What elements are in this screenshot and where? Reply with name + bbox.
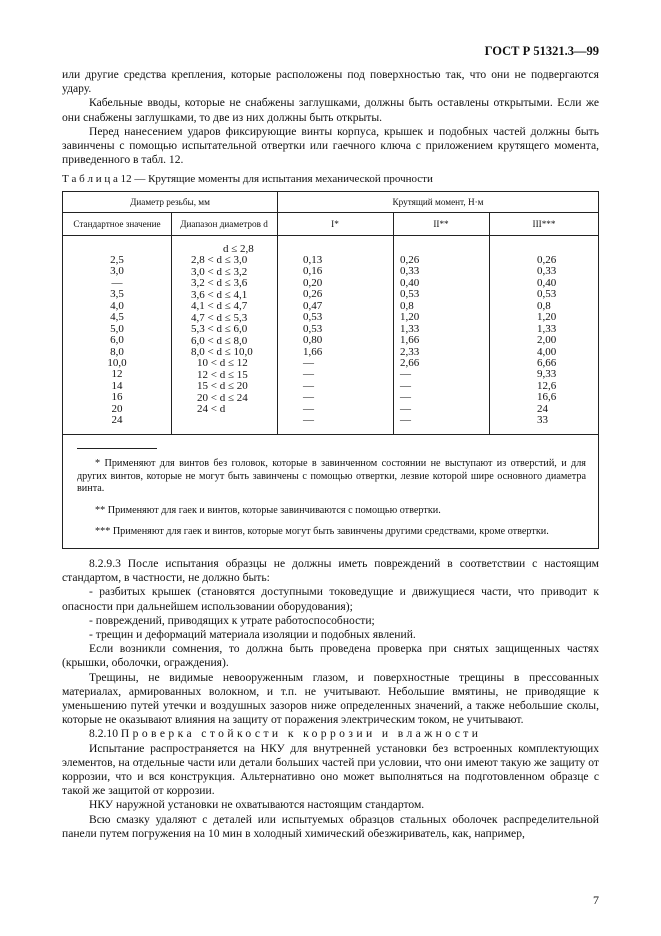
cell: — — [400, 391, 411, 404]
cell: 0,16 — [303, 265, 323, 278]
cell: 0,33 — [537, 265, 557, 278]
cell: 0,33 — [400, 265, 420, 278]
cell: 0,26 — [400, 254, 420, 266]
cell: — — [303, 356, 314, 369]
body-text — [62, 557, 599, 841]
intro-paragraph-2: Кабельные вводы, которые не снабжены заглушками, должны быть оставлены открытыми. Если же они снабжены заглушками, то две из них должны быть открыты. — [62, 96, 599, 124]
header-standard-value: Стандартное значение — [73, 219, 161, 229]
cell: 6,0 — [110, 334, 124, 347]
cell: 0,8 — [400, 299, 414, 312]
header-thread-diameter: Диаметр резьбы, мм — [130, 197, 210, 207]
header-class-II: II** — [433, 219, 449, 229]
cell: 1,33 — [537, 322, 557, 335]
column-torque-I — [303, 255, 363, 427]
table-divider-v3 — [393, 212, 394, 434]
cell: 0,53 — [537, 288, 557, 301]
range-cell: 3,6 < d ≤ 4,1 — [191, 288, 248, 301]
cell: 0,53 — [303, 322, 323, 335]
cell: 0,40 — [400, 276, 420, 289]
header-class-III: III*** — [532, 219, 556, 229]
range-cell: 8,0 < d ≤ 10,0 — [191, 345, 253, 358]
range-cell: d ≤ 2,8 — [223, 243, 254, 255]
paragraph-doubt: Если возникли сомнения, то должна быть проведена проверка при снятых защищенных частях (крышки, оболочки, ограждения). — [62, 642, 599, 670]
list-item: - повреждений, приводящих к утрате работоспособности; — [89, 613, 375, 627]
cell: 2,00 — [537, 334, 557, 347]
paragraph-degrease: Всю смазку удаляют с деталей или испытуемых образцов стальных оболочек распределительной панели путем погружения на 10 мин в холодный химический обезжириватель, как, например, — [62, 812, 599, 840]
paragraph-8-2-9-3: 8.2.9.3 После испытания образцы не должны иметь повреждений в соответствии с настоящим стандартом, в частности, не должно быть: — [62, 557, 599, 585]
section-heading-8-2-10 — [62, 727, 599, 741]
table-divider-h3 — [63, 434, 598, 435]
cell: 16 — [111, 391, 123, 404]
cell: 4,00 — [537, 345, 557, 358]
range-cell: 4,1 < d ≤ 4,7 — [191, 300, 248, 313]
cell: 24 — [537, 402, 548, 415]
cell: 33 — [537, 414, 548, 427]
list-item: - трещин и деформаций материала изоляции и подобных явлений. — [89, 628, 416, 642]
range-cell: 5,3 < d ≤ 6,0 — [191, 323, 248, 336]
cell: — — [400, 402, 411, 415]
footnote-2: ** Применяют для гаек и винтов, которые завинчиваются с помощью отвертки. — [95, 504, 441, 516]
intro-paragraph-3: Перед нанесением ударов фиксирующие винты корпуса, крышек и подобных частей должны быть завинчены с помощью испытательной отвертки или гаечного ключа с приложением крутящего момента, приведенного в табл. 12. — [62, 124, 599, 167]
cell: — — [303, 368, 314, 381]
cell: — — [303, 402, 314, 415]
cell: 6,66 — [537, 356, 557, 369]
cell: 0,53 — [303, 311, 323, 324]
table-caption: Т а б л и ц а 12 — Крутящие моменты для испытания механической прочности — [62, 173, 433, 185]
cell: 0,80 — [303, 334, 323, 347]
range-cell: 2,8 < d ≤ 3,0 — [191, 254, 248, 267]
paragraph-outdoor: НКУ наружной установки не охватываются настоящим стандартом. — [89, 798, 425, 812]
section-number: 8.2.10 — [89, 727, 118, 741]
cell: 0,8 — [537, 299, 551, 312]
cell: 4,0 — [110, 299, 124, 312]
column-standard-values — [63, 255, 171, 427]
cell: 3,0 — [110, 265, 124, 278]
cell: 1,33 — [400, 322, 420, 335]
cell: 3,5 — [110, 288, 124, 301]
footnote-1: * Применяют для винтов без головок, которые в завинченном состоянии не выступают из отверстий, и для других винтов, которые не могут быть завинчены с помощью отвертки, лезвие которой шире основного диаметра винта. — [77, 458, 586, 494]
range-cell: 3,0 < d ≤ 3,2 — [191, 265, 248, 278]
cell: 1,66 — [400, 334, 420, 347]
cell: 0,40 — [537, 276, 557, 289]
cell: 24 — [111, 414, 123, 427]
cell: 2,33 — [400, 345, 420, 358]
column-torque-III — [537, 255, 597, 427]
cell: 1,20 — [537, 311, 557, 324]
cell: — — [400, 379, 411, 392]
cell: 0,47 — [303, 299, 323, 312]
cell: 0,26 — [303, 288, 323, 301]
table-divider-h2 — [63, 235, 598, 236]
table-divider-h1 — [63, 212, 598, 213]
cell: — — [303, 391, 314, 404]
table-footnotes — [77, 458, 586, 539]
cell: 9,33 — [537, 368, 557, 381]
range-cell: 4,7 < d ≤ 5,3 — [191, 311, 248, 324]
header-torque: Крутящий момент, Н·м — [392, 197, 484, 207]
paragraph-cracks: Трещины, не видимые невооруженным глазом, и поверхностные трещины в прессованных материалах, армированных волокном, и т.п. не учитывают. Небольшие вмятины, не приводящие к уменьшению путей утечки и воздушных зазоров ниже определенных значений, а также небольшие сколы, которые не оказывают влияния на защиту от поражения электрическим током, не учитывают. — [62, 670, 599, 727]
cell: 0,20 — [303, 276, 323, 289]
cell: 1,20 — [400, 311, 420, 324]
cell: — — [400, 368, 411, 381]
table-divider-v4 — [489, 212, 490, 434]
cell: 12,6 — [537, 379, 557, 392]
cell: — — [400, 414, 411, 427]
cell: 4,5 — [110, 311, 124, 324]
header-diameter-range: Диапазон диаметров d — [180, 219, 268, 229]
footnote-rule — [77, 448, 157, 449]
cell: 2,66 — [400, 356, 420, 369]
cell: 5,0 — [110, 322, 124, 335]
column-torque-II — [400, 255, 460, 427]
range-cell: 10 < d ≤ 12 — [197, 357, 248, 370]
cell: — — [303, 379, 314, 392]
table-divider-v2 — [171, 212, 172, 434]
range-cell: 15 < d ≤ 20 — [197, 380, 248, 393]
cell: 0,26 — [537, 254, 557, 266]
footnote-3: *** Применяют для гаек и винтов, которые могут быть завинчены другими средствами, кроме отвертки. — [95, 526, 549, 537]
cell: 12 — [111, 368, 123, 381]
range-cell: 3,2 < d ≤ 3,6 — [191, 277, 248, 290]
intro-paragraph-1: или другие средства крепления, которые расположены под поверхностью так, что они не подвергаются удару. — [62, 68, 599, 96]
cell: 0,13 — [303, 254, 323, 266]
cell: 8,0 — [110, 345, 124, 358]
cell: — — [111, 276, 123, 289]
cell: 10,0 — [107, 356, 127, 369]
range-cell: 6,0 < d ≤ 8,0 — [191, 334, 248, 347]
document-standard-header: ГОСТ Р 51321.3—99 — [484, 44, 599, 58]
section-title: Проверка стойкости к коррозии и влажности — [120, 727, 482, 741]
intro-text — [62, 68, 599, 167]
range-cell: 12 < d ≤ 15 — [197, 368, 248, 381]
range-cell: 24 < d — [197, 403, 226, 416]
column-diameter-ranges — [191, 244, 271, 416]
cell: 2,5 — [110, 254, 124, 266]
page-number: 7 — [593, 893, 599, 907]
cell: 16,6 — [537, 391, 557, 404]
torque-table — [62, 191, 599, 549]
cell: 14 — [111, 379, 123, 392]
cell: — — [303, 414, 314, 427]
header-class-I: I* — [331, 219, 339, 229]
cell: 1,66 — [303, 345, 323, 358]
paragraph-scope: Испытание распространяется на НКУ для внутренней установки без встроенных комплектующих элементов, на отдельные части или детали больших частей при условии, что они имеют такую же защиту от коррозии, что и вся конструкция. Альтернативно оно может выполняться на подготовленном образце с такой же защитой от коррозии. — [62, 741, 599, 798]
cell: 0,53 — [400, 288, 420, 301]
list-item: - разбитых крышек (становятся доступными токоведущие и движущиеся части, что приводит к опасности при дальнейшем использовании оборудования); — [62, 585, 599, 613]
range-cell: 20 < d ≤ 24 — [197, 391, 248, 404]
cell: 20 — [111, 402, 123, 415]
